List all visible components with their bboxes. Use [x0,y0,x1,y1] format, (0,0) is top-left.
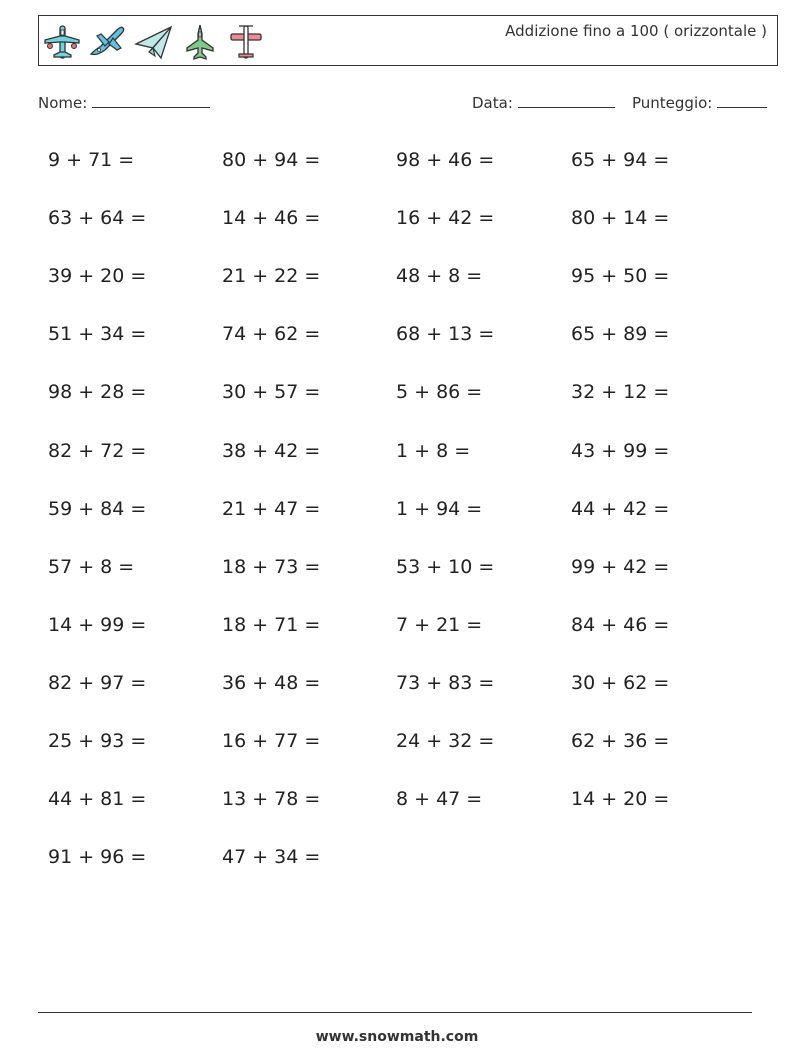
problem-item: 1 + 8 = [396,440,471,462]
header-icons [41,20,267,64]
problem-item: 62 + 36 = [571,730,670,752]
problem-item: 25 + 93 = [48,730,147,752]
problem-item: 59 + 84 = [48,498,147,520]
score-line[interactable] [717,93,767,108]
problem-item: 30 + 62 = [571,672,670,694]
worksheet-header [38,15,778,66]
problem-item: 53 + 10 = [396,556,495,578]
problem-item: 98 + 28 = [48,381,147,403]
problem-item: 7 + 21 = [396,614,483,636]
problem-item: 74 + 62 = [222,323,321,345]
problem-item: 30 + 57 = [222,381,321,403]
score-label: Punteggio: [632,94,713,112]
propeller-plane-icon [87,22,129,62]
problem-item: 98 + 46 = [396,149,495,171]
problem-item: 48 + 8 = [396,265,483,287]
footer-website: www.snowmath.com [315,1029,479,1045]
problem-item: 82 + 72 = [48,440,147,462]
problem-item: 99 + 42 = [571,556,670,578]
problem-item: 5 + 86 = [396,381,483,403]
date-field[interactable] [472,93,615,112]
jet-plane-icon [41,22,83,62]
problem-item: 16 + 42 = [396,207,495,229]
problem-item: 21 + 47 = [222,498,321,520]
problem-item: 36 + 48 = [222,672,321,694]
airplane-icon [225,22,267,62]
problem-item: 44 + 42 = [571,498,670,520]
footer-divider [38,1012,752,1013]
problem-item: 32 + 12 = [571,381,670,403]
problem-item: 68 + 13 = [396,323,495,345]
problem-item: 95 + 50 = [571,265,670,287]
problem-item: 16 + 77 = [222,730,321,752]
problem-item: 1 + 94 = [396,498,483,520]
problem-item: 65 + 94 = [571,149,670,171]
problem-item: 8 + 47 = [396,788,483,810]
problem-item: 82 + 97 = [48,672,147,694]
problem-item: 14 + 46 = [222,207,321,229]
problem-item: 21 + 22 = [222,265,321,287]
problem-item: 39 + 20 = [48,265,147,287]
problem-item: 65 + 89 = [571,323,670,345]
date-label: Data: [472,94,513,112]
problem-item: 80 + 14 = [571,207,670,229]
problem-item: 80 + 94 = [222,149,321,171]
problem-item: 24 + 32 = [396,730,495,752]
problem-item: 18 + 71 = [222,614,321,636]
worksheet-title: Addizione fino a 100 ( orizzontale ) [505,22,767,40]
problem-item: 73 + 83 = [396,672,495,694]
problem-item: 51 + 34 = [48,323,147,345]
problem-item: 14 + 20 = [571,788,670,810]
date-line[interactable] [518,93,615,108]
problem-item: 9 + 71 = [48,149,135,171]
problem-item: 84 + 46 = [571,614,670,636]
problem-item: 13 + 78 = [222,788,321,810]
paper-plane-icon [133,22,175,62]
fighter-jet-icon [179,22,221,62]
problem-item: 43 + 99 = [571,440,670,462]
name-label: Nome: [38,94,88,112]
problem-item: 44 + 81 = [48,788,147,810]
problem-item: 63 + 64 = [48,207,147,229]
problem-item: 91 + 96 = [48,846,147,868]
problem-item: 14 + 99 = [48,614,147,636]
problem-item: 38 + 42 = [222,440,321,462]
name-field[interactable] [38,93,210,112]
name-line[interactable] [92,93,210,108]
problem-item: 57 + 8 = [48,556,135,578]
problem-item: 18 + 73 = [222,556,321,578]
problem-item: 47 + 34 = [222,846,321,868]
score-field[interactable] [632,93,767,112]
